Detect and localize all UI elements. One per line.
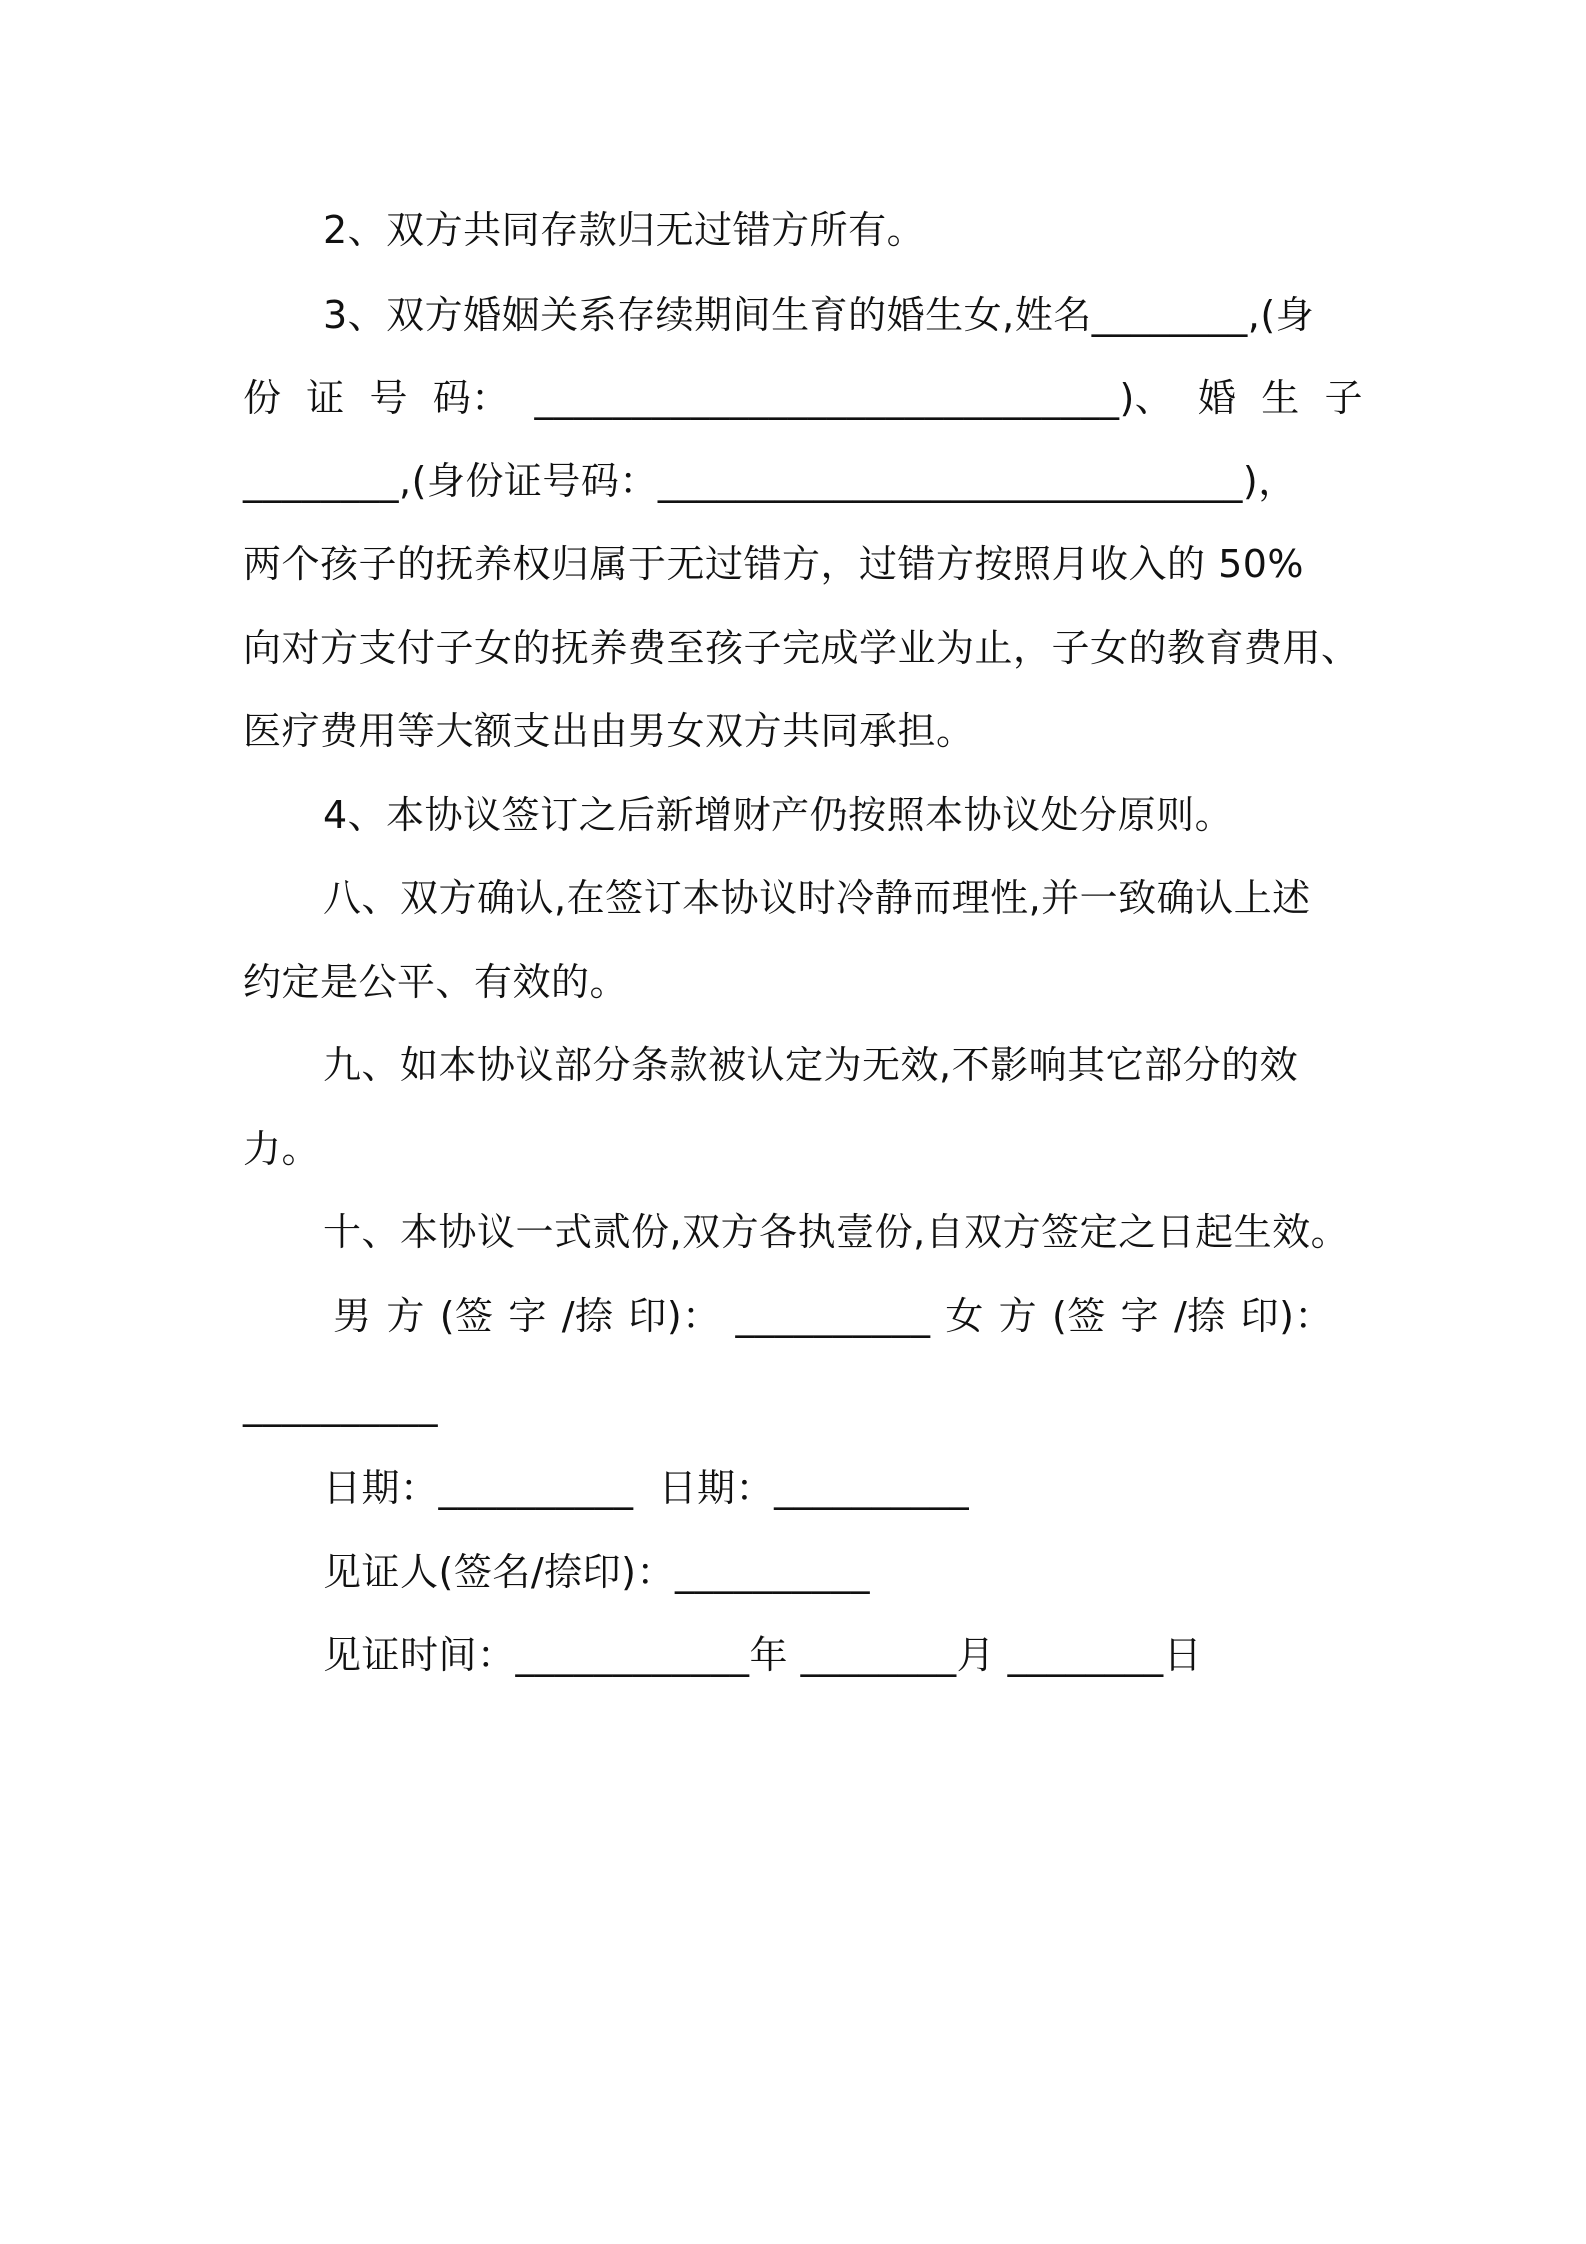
- date-line: 日期：__________ 日期：__________: [323, 1466, 970, 1510]
- clause-3-line-2: [243, 373, 1363, 423]
- clause-3-part: 证: [306, 376, 345, 420]
- clause-4-line: 4、本协议签订之后新增财产仍按照本协议处分原则。: [323, 793, 1234, 837]
- signature-part: /捺: [561, 1294, 614, 1338]
- signature-part: 方: [386, 1294, 425, 1338]
- witness-line: 见证人(签名/捺印)：__________: [323, 1550, 870, 1594]
- clause-9-line-1: 九、如本协议部分条款被认定为无效,不影响其它部分的效: [323, 1043, 1299, 1087]
- signature-line: [333, 1291, 1333, 1341]
- signature-part: 印)：: [1240, 1294, 1333, 1338]
- clause-3-line-5: 向对方支付子女的抚养费至孩子完成学业为止，子女的教育费用、: [243, 626, 1360, 670]
- clause-3-part: 子: [1324, 376, 1363, 420]
- signature-part: 字: [508, 1294, 547, 1338]
- signature-part: /捺: [1174, 1294, 1226, 1338]
- signature-blank: __________: [735, 1294, 931, 1338]
- signature-part: (签: [439, 1294, 494, 1338]
- clause-3-line-4: 两个孩子的抚养权归属于无过错方，过错方按照月收入的 50%: [243, 542, 1305, 586]
- clause-3-part: 婚: [1197, 376, 1237, 420]
- signature-part: 女: [945, 1294, 984, 1338]
- clause-3-line-1: 3、双方婚姻关系存续期间生育的婚生女,姓名________,(身: [323, 293, 1315, 337]
- signature-part: 印)：: [628, 1294, 721, 1338]
- clause-3-part: ______________________________)、: [534, 376, 1174, 420]
- clause-3-line-6: 医疗费用等大额支出由男女双方共同承担。: [243, 709, 975, 753]
- signature-part: 字: [1120, 1294, 1160, 1338]
- clause-8-line-2: 约定是公平、有效的。: [243, 960, 629, 1004]
- clause-3-line-3: ________,(身份证号码：______________________________)，: [243, 459, 1297, 503]
- signature-part: 男: [333, 1294, 372, 1338]
- witness-time-line: 见证时间：____________年 ________月 ________日: [323, 1633, 1203, 1677]
- female-signature-blank: __________: [243, 1383, 438, 1427]
- clause-3-part: 生: [1261, 376, 1300, 420]
- clause-10-line: 十、本协议一式贰份,双方各执壹份,自双方签定之日起生效。: [323, 1210, 1350, 1254]
- clause-3-part: 码：: [432, 376, 510, 420]
- clause-8-line-1: 八、双方确认,在签订本协议时冷静而理性,并一致确认上述: [323, 876, 1311, 920]
- clause-2-line: 2、双方共同存款归无过错方所有。: [323, 208, 926, 252]
- clause-3-part: 号: [369, 376, 408, 420]
- clause-9-line-2: 力。: [243, 1127, 321, 1171]
- signature-part: 方: [998, 1294, 1038, 1338]
- signature-part: (签: [1052, 1294, 1106, 1338]
- clause-3-part: 份: [243, 376, 282, 420]
